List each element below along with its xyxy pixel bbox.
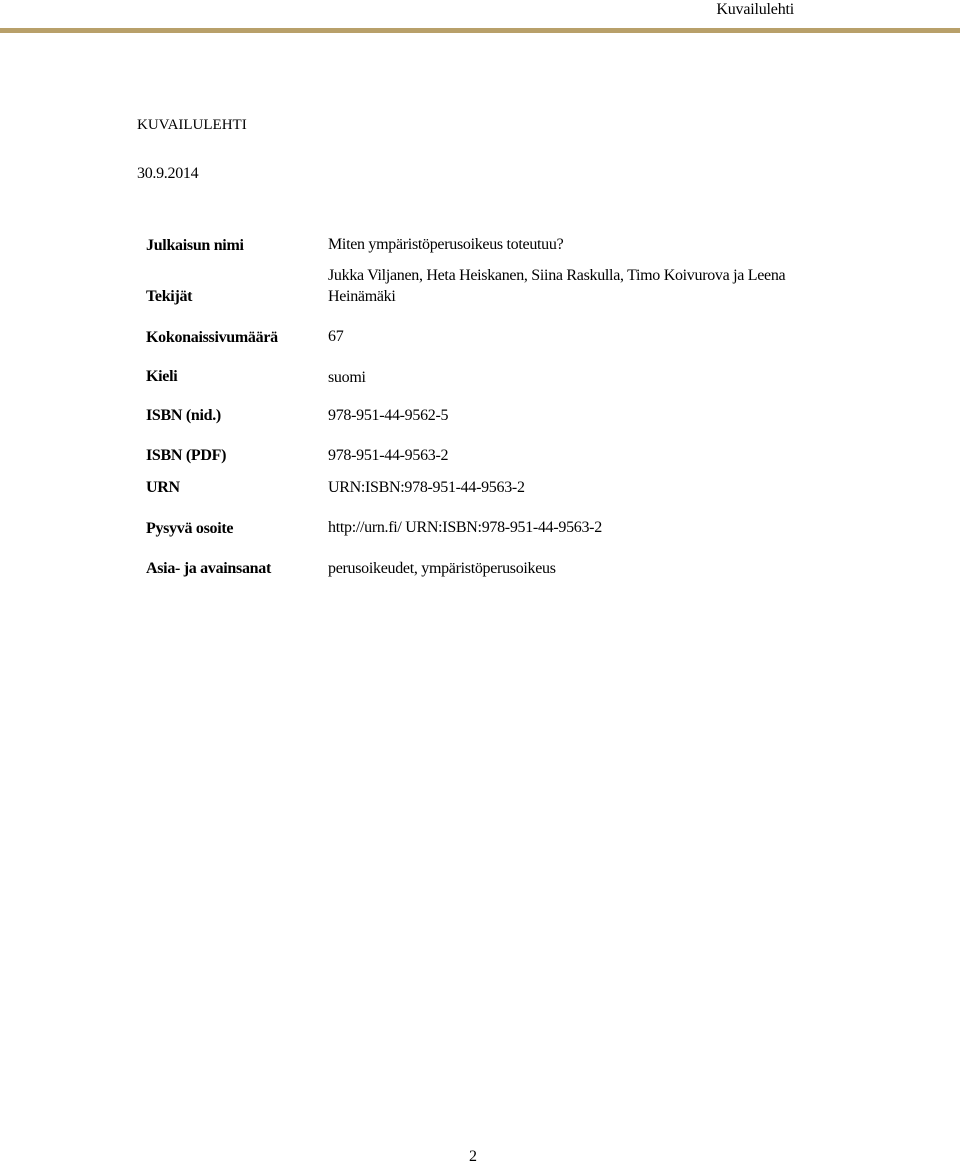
page-count-label: Kokonaissivumäärä (146, 329, 278, 346)
authors-value-line1: Jukka Viljanen, Heta Heiskanen, Siina Raskulla, Timo Koivurova ja Leena (328, 267, 786, 284)
urn-value: URN:ISBN:978-951-44-9563-2 (328, 479, 525, 496)
urn-label: URN (146, 479, 180, 496)
page-number: 2 (469, 1148, 477, 1165)
keywords-label: Asia- ja avainsanat (146, 560, 271, 577)
document-title (137, 108, 247, 136)
header-rule (0, 28, 960, 33)
isbn-pdf-label: ISBN (PDF) (146, 447, 227, 464)
permanent-address-label: Pysyvä osoite (146, 520, 234, 537)
language-label: Kieli (146, 368, 178, 385)
document-title-text: kuvailulehti (137, 109, 247, 134)
isbn-pdf-value: 978-951-44-9563-2 (328, 447, 449, 464)
publication-name-label: Julkaisun nimi (146, 237, 244, 254)
publication-name-value: Miten ympäristöperusoikeus toteutuu? (328, 236, 564, 253)
authors-value-line2: Heinämäki (328, 288, 396, 305)
document-date: 30.9.2014 (137, 165, 199, 182)
running-header: Kuvailulehti (716, 1, 794, 18)
page-count-value: 67 (328, 328, 344, 345)
keywords-value: perusoikeudet, ympäristöperusoikeus (328, 560, 556, 577)
language-value: suomi (328, 369, 366, 386)
permanent-address-value[interactable]: http://urn.fi/ URN:ISBN:978-951-44-9563-2 (328, 519, 602, 536)
isbn-print-label: ISBN (nid.) (146, 407, 221, 424)
isbn-print-value: 978-951-44-9562-5 (328, 407, 449, 424)
authors-label: Tekijät (146, 288, 193, 305)
